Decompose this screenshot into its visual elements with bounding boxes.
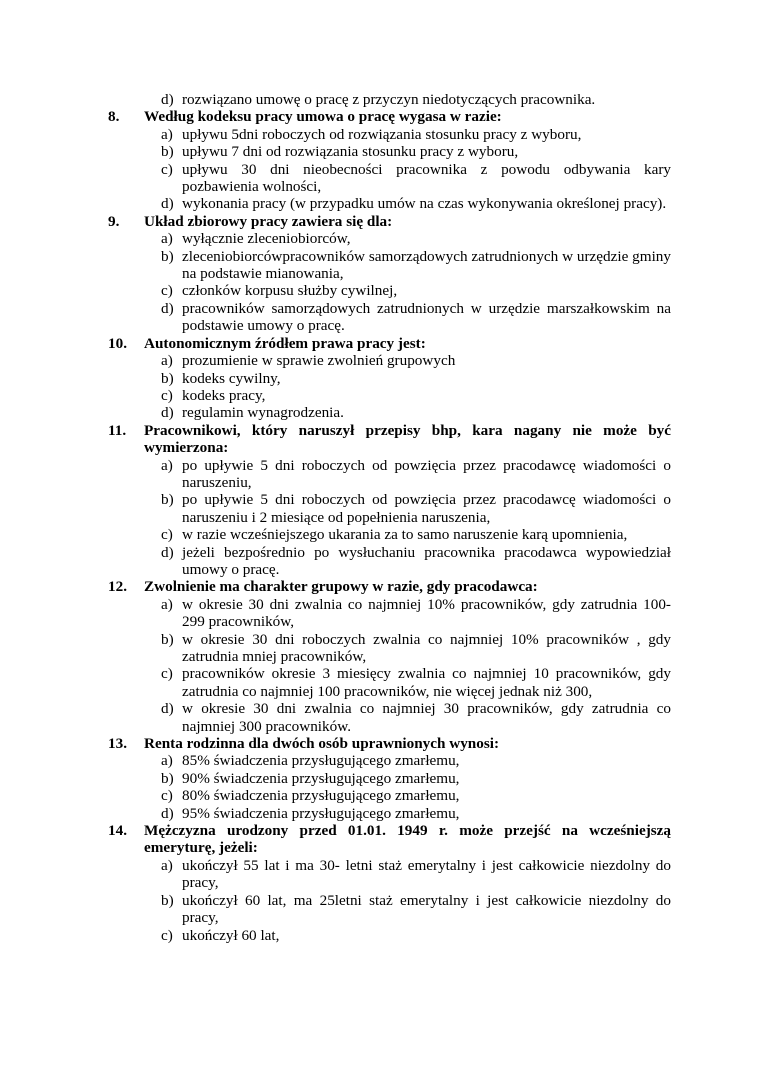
option-letter: d) — [161, 543, 174, 561]
option-letter: c) — [161, 926, 173, 944]
option-letter: b) — [161, 247, 174, 265]
option-text: upływu 7 dni od rozwiązania stosunku pracy z wyboru, — [182, 143, 519, 161]
option-9a — [108, 230, 671, 247]
option-text: ukończył 55 lat i ma 30- letni staż emerytalny i jest całkowicie niezdolny do pracy, — [182, 856, 671, 892]
option-9b — [108, 248, 671, 283]
option-text: w okresie 30 dni roboczych zwalnia co najmniej 10% pracowników , gdy zatrudnia mniej pracowników, — [182, 630, 671, 665]
option-letter: b) — [161, 769, 174, 787]
option-text: regulamin wynagrodzenia. — [182, 404, 344, 422]
option-12b — [108, 631, 671, 666]
option-8b — [108, 143, 671, 160]
option-letter: a) — [161, 595, 173, 613]
option-text: 90% świadczenia przysługującego zmarłemu, — [182, 769, 460, 787]
question-number: 8. — [108, 108, 120, 126]
option-12d — [108, 700, 671, 735]
option-text: wykonania pracy (w przypadku umów na czas wykonywania określonej pracy). — [182, 195, 667, 213]
question-text: Renta rodzinna dla dwóch osób uprawnionych wynosi: — [144, 735, 500, 753]
question-text: Układ zbiorowy pracy zawiera się dla: — [144, 212, 393, 230]
option-12a — [108, 596, 671, 631]
option-text: prozumienie w sprawie zwolnień grupowych — [182, 352, 456, 370]
option-11c — [108, 526, 671, 543]
option-8d — [108, 195, 671, 212]
option-text: po upływie 5 dni roboczych od powzięcia przez pracodawcę wiadomości o naruszeniu, — [182, 456, 671, 491]
option-13b — [108, 770, 671, 787]
option-14c — [108, 927, 671, 944]
option-10c — [108, 387, 671, 404]
question-8 — [108, 108, 671, 125]
option-13d — [108, 805, 671, 822]
option-text: upływu 30 dni nieobecności pracownika z powodu odbywania kary pozbawienia wolności, — [182, 160, 671, 196]
option-text: w okresie 30 dni zwalnia co najmniej 30 pracowników, gdy zatrudnia co najmniej 300 pracowników. — [182, 700, 671, 735]
option-10d — [108, 404, 671, 421]
option-11d — [108, 544, 671, 579]
option-text: 95% świadczenia przysługującego zmarłemu, — [182, 804, 460, 822]
question-number: 11. — [108, 421, 127, 439]
option-letter: c) — [161, 386, 173, 404]
option-letter: b) — [161, 491, 174, 509]
option-text: ukończył 60 lat, — [182, 926, 280, 944]
option-text: jeżeli bezpośrednio po wysłuchaniu pracownika pracodawca wypowiedział umowy o pracę. — [182, 543, 671, 578]
option-text: kodeks pracy, — [182, 386, 266, 404]
option-8a — [108, 126, 671, 143]
option-letter: c) — [161, 282, 173, 300]
question-text: Pracownikowi, który naruszył przepisy bhp, kara nagany nie może być wymierzona: — [144, 421, 671, 457]
option-text: 80% świadczenia przysługującego zmarłemu, — [182, 787, 460, 805]
question-number: 10. — [108, 334, 127, 352]
option-letter: d) — [161, 804, 174, 822]
option-14b — [108, 892, 671, 927]
option-letter: d) — [161, 195, 174, 213]
question-number: 14. — [108, 822, 127, 840]
option-letter: a) — [161, 125, 173, 143]
question-list — [108, 91, 671, 944]
question-number: 12. — [108, 578, 127, 596]
option-9d — [108, 300, 671, 335]
question-13 — [108, 735, 671, 752]
option-10b — [108, 370, 671, 387]
option-8c — [108, 161, 671, 196]
option-letter: a) — [161, 230, 173, 248]
option-letter: a) — [161, 856, 173, 874]
option-letter: d) — [161, 404, 174, 422]
option-11b — [108, 491, 671, 526]
option-10a — [108, 352, 671, 369]
option-letter: d) — [161, 91, 174, 108]
option-letter: d) — [161, 299, 174, 317]
option-13c — [108, 787, 671, 804]
option-text: kodeks cywilny, — [182, 369, 281, 387]
lead-option — [108, 91, 671, 108]
question-14 — [108, 822, 671, 857]
option-letter: c) — [161, 787, 173, 805]
option-text: 85% świadczenia przysługującego zmarłemu, — [182, 752, 460, 770]
option-11a — [108, 457, 671, 492]
option-text: członków korpusu służby cywilnej, — [182, 282, 398, 300]
option-text: pracowników samorządowych zatrudnionych w urzędzie marszałkowskim na podstawie umowy o pracę. — [182, 299, 671, 335]
option-9c — [108, 282, 671, 299]
question-11 — [108, 422, 671, 457]
option-text: wyłącznie zleceniobiorców, — [182, 230, 351, 248]
question-number: 9. — [108, 212, 120, 230]
option-letter: a) — [161, 456, 173, 474]
question-10 — [108, 335, 671, 352]
question-9 — [108, 213, 671, 230]
option-13a — [108, 752, 671, 769]
question-text: Zwolnienie ma charakter grupowy w razie, gdy pracodawca: — [144, 578, 538, 596]
option-text: rozwiązano umowę o pracę z przyczyn niedotyczących pracownika. — [182, 91, 596, 108]
question-text: Według kodeksu pracy umowa o pracę wygasa w razie: — [144, 108, 502, 126]
option-letter: c) — [161, 160, 173, 178]
option-letter: b) — [161, 369, 174, 387]
option-letter: c) — [161, 665, 173, 683]
question-12 — [108, 578, 671, 595]
option-letter: b) — [161, 143, 174, 161]
option-text: w razie wcześniejszego ukarania za to samo naruszenie karą upomnienia, — [182, 526, 628, 544]
question-number: 13. — [108, 735, 127, 753]
option-text: zleceniobiorcówpracowników samorządowych zatrudnionych w urzędzie gminy na podstawie mianowania, — [182, 247, 671, 283]
question-text: Mężczyzna urodzony przed 01.01. 1949 r. może przejść na wcześniejszą emeryturę, jeżeli: — [144, 822, 671, 857]
option-14a — [108, 857, 671, 892]
option-letter: d) — [161, 700, 174, 718]
option-12c — [108, 665, 671, 700]
question-text: Autonomicznym źródłem prawa pracy jest: — [144, 334, 426, 352]
option-letter: a) — [161, 752, 173, 770]
option-text: w okresie 30 dni zwalnia co najmniej 10% pracowników, gdy zatrudnia 100-299 pracowników, — [182, 595, 671, 631]
option-text: po upływie 5 dni roboczych od powzięcia przez pracodawcę wiadomości o naruszeniu i 2 miesiące od popełnienia naruszenia, — [182, 491, 671, 526]
option-letter: a) — [161, 352, 173, 370]
option-letter: b) — [161, 891, 174, 909]
option-letter: c) — [161, 526, 173, 544]
option-text: upływu 5dni roboczych od rozwiązania stosunku pracy z wyboru, — [182, 125, 582, 143]
option-text: pracowników okresie 3 miesięcy zwalnia co najmniej 10 pracowników, gdy zatrudnia co najmniej 100 pracowników, nie więcej jednak niż 300, — [182, 665, 671, 700]
option-letter: b) — [161, 630, 174, 648]
option-text: ukończył 60 lat, ma 25letni staż emerytalny i jest całkowicie niezdolny do pracy, — [182, 891, 671, 927]
